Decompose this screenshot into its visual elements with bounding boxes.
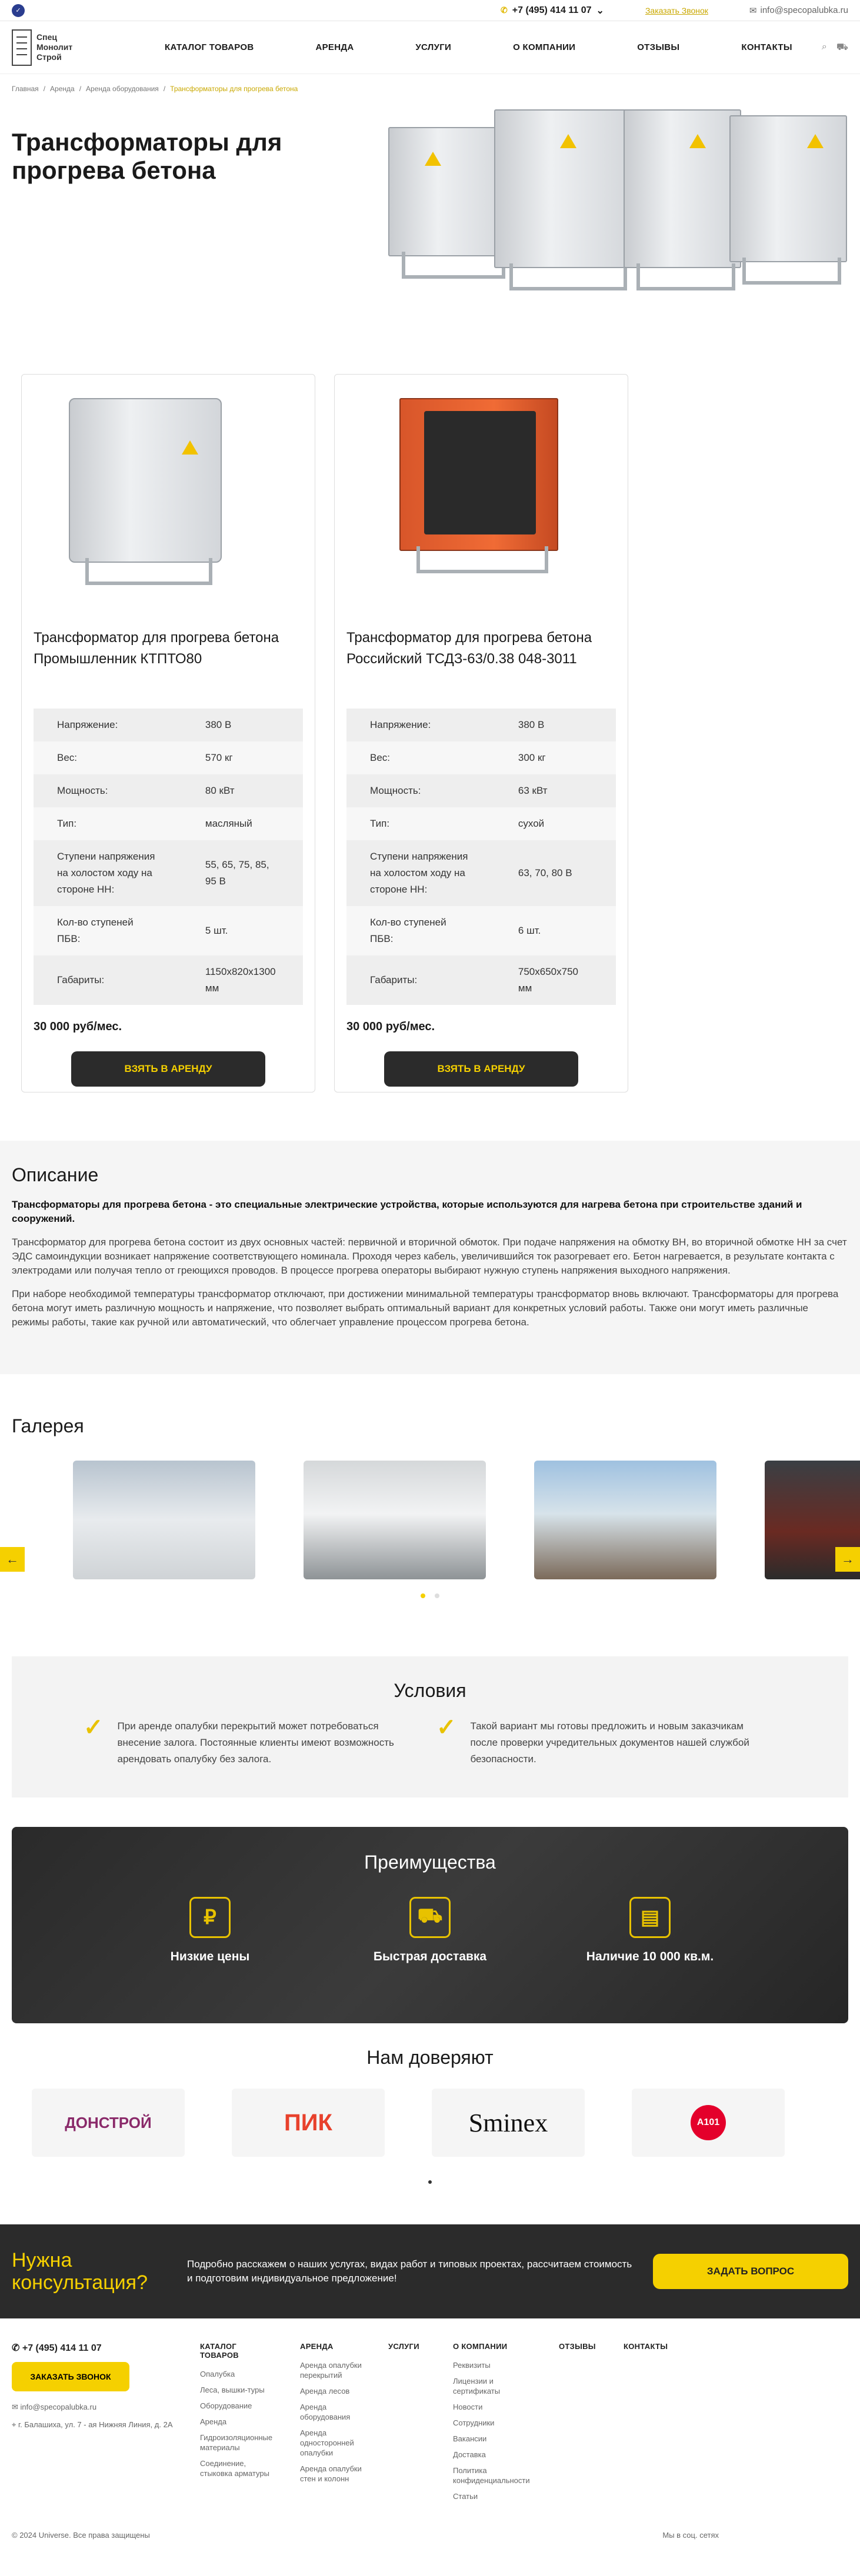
spec-row [346, 709, 616, 741]
footer-col-title[interactable]: ОТЗЫВЫ [559, 2342, 596, 2351]
client-logo-text: ПИК [284, 2109, 332, 2136]
nav-icons [822, 42, 848, 54]
product-image[interactable] [346, 386, 616, 604]
spec-table [346, 709, 616, 1005]
gallery-dot[interactable] [435, 1593, 439, 1598]
description-paragraph: При наборе необходимой температуры трансформатор отключают, при достижении минимальной температуры трансформатор вновь включают. Трансформаторы для прогрева бетона могут иметь различную мощность и напряжение, что позволяет выбрать оптимальный вариант для конкретных условий работы. Также они могут иметь различные режимы работы, такие как ручной или автоматический, что облегчает управление процессом прогрева бетона. [12, 1288, 839, 1328]
transformer-image [729, 115, 847, 262]
rent-button[interactable]: ВЗЯТЬ В АРЕНДУ [384, 1051, 578, 1087]
product-card[interactable] [334, 374, 628, 1092]
control-panel [424, 411, 536, 534]
footer-email-text[interactable]: info@specopalubka.ru [20, 2403, 97, 2411]
spec-value: 63, 70, 80 В [518, 867, 572, 878]
spec-value: 63 кВт [518, 785, 548, 796]
warning-icon [560, 134, 576, 148]
gallery-section [0, 1374, 860, 1633]
spec-value: 55, 65, 75, 85, 95 В [205, 859, 269, 887]
footer-phone-number[interactable]: +7 (495) 414 11 07 [22, 2343, 102, 2353]
spec-row [346, 955, 616, 1005]
footer-link[interactable]: Сотрудники [453, 2418, 495, 2427]
top-phone[interactable] [501, 5, 604, 16]
crumb-sep: / [79, 85, 82, 93]
spec-label: Мощность: [370, 785, 421, 796]
spec-value: 300 кг [518, 752, 546, 763]
footer-col-title[interactable]: КАТАЛОГ ТОВАРОВ [200, 2342, 239, 2360]
callback-link[interactable]: Заказать Звонок [645, 5, 708, 15]
menu-catalog[interactable]: КАТАЛОГ ТОВАРОВ [165, 42, 254, 52]
crumb-home[interactable]: Главная [12, 85, 39, 93]
mail-icon: ✉ [749, 5, 757, 16]
advantage-item [122, 1897, 298, 1964]
footer-link[interactable]: Вакансии [453, 2434, 487, 2443]
clients-dot[interactable] [428, 2180, 432, 2184]
spec-row [346, 741, 616, 774]
phone-icon: ✆ [12, 2343, 22, 2353]
client-logo[interactable] [632, 2089, 785, 2157]
brand-line-3: Строй [36, 52, 62, 62]
footer-email[interactable] [12, 2402, 200, 2413]
spec-value: 380 В [205, 719, 232, 730]
footer-address-text: г. Балашиха, ул. 7 - ая Нижняя Линия, д. 2А [18, 2420, 173, 2429]
chevron-down-icon[interactable]: ⌄ [596, 5, 604, 16]
spec-row [34, 774, 303, 807]
spec-label: Тип: [370, 818, 390, 829]
footer-address [12, 2420, 200, 2430]
brand-name [36, 32, 72, 62]
footer-bottom [0, 2507, 860, 2540]
spec-row [346, 774, 616, 807]
term-text: При аренде опалубки перекрытий может потребоваться внесение залога. Постоянные клиенты имеют возможность арендовать опалубку без залога. [117, 1720, 394, 1765]
description-lead: Трансформаторы для прогрева бетона - это специальные электрические устройства, которые используются для нагрева бетона при строительстве зданий и сооружений. [12, 1199, 802, 1224]
spec-value: 80 кВт [205, 785, 235, 796]
spec-row [346, 807, 616, 840]
spec-value: 1150x820x1300 мм [205, 966, 276, 994]
callback-button[interactable]: ЗАКАЗАТЬ ЗВОНОК [12, 2362, 129, 2391]
page-title: Трансформаторы для прогрева бетона [12, 128, 282, 184]
gallery-image[interactable] [304, 1461, 486, 1579]
truck-icon: ⛟ [409, 1897, 451, 1938]
footer-link[interactable]: Лицензии и сертификаты [453, 2377, 501, 2395]
advantage-label: Низкие цены [170, 1950, 250, 1963]
spec-label: Напряжение: [370, 719, 431, 730]
warning-icon [182, 440, 198, 455]
product-list [0, 345, 860, 1092]
spec-row [34, 906, 303, 955]
gallery-image[interactable] [534, 1461, 716, 1579]
footer-link[interactable]: Оборудование [200, 2401, 252, 2410]
client-logo-text: Sminex [468, 2108, 548, 2137]
main-nav [0, 21, 860, 74]
spec-label: Габариты: [57, 974, 105, 985]
clients-title: Нам доверяют [366, 2047, 494, 2068]
product-price: 30 000 руб/мес. [34, 1020, 122, 1033]
crumb-sep: / [163, 85, 166, 93]
copyright: © 2024 Universe. Все права защищены [12, 2531, 150, 2540]
spec-value: 380 В [518, 719, 545, 730]
rent-button[interactable]: ВЗЯТЬ В АРЕНДУ [71, 1051, 265, 1087]
client-logo-text: А101 [691, 2105, 726, 2140]
footer-link[interactable]: Леса, вышки-туры [200, 2385, 265, 2394]
spec-label: Вес: [370, 752, 391, 763]
advantage-item [342, 1897, 518, 1964]
spec-value: масляный [205, 818, 252, 829]
terms-title: Условия [394, 1680, 466, 1701]
spec-row [34, 741, 303, 774]
search-icon[interactable]: ⌕ [821, 41, 827, 52]
product-title[interactable]: Трансформатор для прогрева бетона Промышленник КТПТО80 [34, 630, 279, 667]
menu-services[interactable]: УСЛУГИ [415, 42, 452, 52]
arrow-left-icon: ← [6, 1552, 19, 1566]
client-logo[interactable] [432, 2089, 585, 2157]
logo-mark-icon [12, 29, 32, 66]
advantage-label: Наличие 10 000 кв.м. [586, 1950, 714, 1963]
crumb-current: Трансформаторы для прогрева бетона [170, 85, 298, 93]
spec-table [34, 709, 303, 1005]
description-paragraph: Трансформатор для прогрева бетона состоит из двух основных частей: первичной и вторичной обмоток. При подаче напряжения на обмотку ВН, во вторичной обмотке НН за счет ЭДС самоиндукции возникает напряжение соответствующего номинала. Проходя через кабель, увеличившийся ток разогревает его. Бетон нагревается, в результате контакта с электродами или получая тепло от греющихся проводов. В процессе прогрева операторы выбирают нужную ступень напряжения выходного напряжения. [12, 1237, 847, 1276]
client-logo[interactable] [32, 2089, 185, 2157]
footer-link[interactable]: Реквизиты [453, 2361, 491, 2370]
spec-value: 570 кг [205, 752, 233, 763]
menu-reviews[interactable]: ОТЗЫВЫ [637, 42, 680, 52]
footer-link[interactable]: Аренда опалубки стен и колонн [300, 2464, 362, 2483]
footer-link[interactable]: Политика конфиденциальности [453, 2466, 530, 2485]
crumb-equipment[interactable]: Аренда оборудования [86, 85, 159, 93]
advantage-item [562, 1897, 738, 1964]
transformer-image [388, 127, 512, 256]
footer-col-company [453, 2342, 535, 2507]
description-title: Описание [12, 1164, 99, 1185]
top-email-text[interactable]: info@specopalubka.ru [760, 5, 848, 15]
gallery-dots [12, 1593, 848, 1598]
ask-question-button[interactable]: ЗАДАТЬ ВОПРОС [653, 2254, 848, 2289]
spec-row [34, 955, 303, 1005]
hero-image [376, 103, 848, 345]
menu-contacts[interactable]: КОНТАКТЫ [741, 42, 792, 52]
footer-link[interactable]: Новости [453, 2403, 483, 2411]
term-item [84, 1715, 413, 1768]
warning-icon [425, 152, 441, 166]
brand-logo[interactable] [12, 29, 118, 66]
breadcrumb [0, 74, 860, 103]
footer [0, 2318, 860, 2507]
spec-row [346, 840, 616, 906]
term-item [436, 1715, 766, 1768]
phone-icon: ✆ [501, 5, 508, 15]
spec-label: Кол-во ступеней ПБВ: [57, 917, 134, 944]
spec-row [34, 807, 303, 840]
warning-icon [807, 134, 824, 148]
product-card[interactable] [21, 374, 315, 1092]
consult-banner [0, 2224, 860, 2318]
footer-col-services [388, 2342, 429, 2507]
spec-label: Тип: [57, 818, 77, 829]
product-price: 30 000 руб/мес. [346, 1020, 435, 1033]
spec-value: сухой [518, 818, 545, 829]
footer-link[interactable]: Аренда опалубки перекрытий [300, 2361, 362, 2380]
term-text: Такой вариант мы готовы предложить и новым заказчикам после проверки учредительных документов нашей службой безопасности. [470, 1720, 749, 1765]
spec-label: Габариты: [370, 974, 418, 985]
boards-icon: ▤ [629, 1897, 671, 1938]
terms-section [12, 1656, 848, 1797]
spec-label: Кол-во ступеней ПБВ: [370, 917, 446, 944]
top-bar [0, 0, 860, 21]
crumb-sep: / [43, 85, 46, 93]
footer-col-reviews [559, 2342, 600, 2507]
check-icon: ✓ [84, 1715, 104, 1740]
footer-link[interactable]: Аренда односторонней опалубки [300, 2428, 354, 2457]
gallery-image[interactable] [73, 1461, 255, 1579]
arrow-right-icon: → [841, 1552, 854, 1566]
client-logo-text: ДОНСТРОЙ [65, 2113, 152, 2131]
footer-phone[interactable] [12, 2342, 200, 2354]
footer-link[interactable]: Соединение, стыковка арматуры [200, 2459, 269, 2478]
mail-icon: ✉ [12, 2403, 21, 2411]
footer-col-catalog [200, 2342, 276, 2507]
footer-col-rent [300, 2342, 365, 2507]
transformer-image [624, 109, 741, 268]
footer-col-title[interactable]: УСЛУГИ [388, 2342, 419, 2351]
spec-label: Мощность: [57, 785, 108, 796]
footer-link[interactable]: Статьи [453, 2492, 478, 2501]
top-phone-number[interactable]: +7 (495) 414 11 07 [512, 5, 592, 15]
footer-link[interactable]: Опалубка [200, 2370, 235, 2378]
spec-label: Вес: [57, 752, 78, 763]
consult-text: Подробно расскажем о наших услугах, видах работ и типовых проектах, рассчитаем стоимость и подготовим индивидуальное предложение! [187, 2258, 632, 2284]
gallery-dot[interactable] [421, 1593, 425, 1598]
footer-col-title[interactable]: АРЕНДА [300, 2342, 334, 2351]
footer-link[interactable]: Аренда лесов [300, 2387, 350, 2395]
spec-row [34, 709, 303, 741]
coins-icon: ₽ [189, 1897, 231, 1938]
footer-col-title[interactable]: КОНТАКТЫ [624, 2342, 668, 2351]
site-badge-icon[interactable]: ✓ [12, 4, 25, 17]
menu-company[interactable]: О КОМПАНИИ [513, 42, 576, 52]
footer-link[interactable]: Аренда оборудования [300, 2403, 351, 2421]
product-title[interactable]: Трансформатор для прогрева бетона Российский ТСДЗ-63/0.38 048-3011 [346, 630, 592, 667]
footer-col-contacts [624, 2342, 676, 2507]
spec-row [34, 840, 303, 906]
cart-icon[interactable]: ⛟ [836, 42, 848, 52]
hero [0, 103, 860, 345]
top-email[interactable] [749, 5, 848, 16]
gallery-track [12, 1461, 848, 1579]
spec-label: Ступени напряжения на холостом ходу на стороне НН: [370, 851, 468, 895]
advantage-label: Быстрая доставка [373, 1950, 487, 1963]
check-icon: ✓ [436, 1715, 456, 1740]
social-label: Мы в соц. сетях [662, 2531, 719, 2540]
gallery-next-button[interactable] [835, 1547, 860, 1572]
spec-value: 6 шт. [518, 925, 541, 936]
location-icon: ⌖ [12, 2420, 18, 2429]
crumb-rent[interactable]: Аренда [50, 85, 75, 93]
product-image[interactable] [34, 386, 303, 604]
client-logo[interactable] [232, 2089, 385, 2157]
brand-line-1: Спец [36, 32, 57, 42]
brand-line-2: Монолит [36, 42, 73, 52]
advantages-section [12, 1827, 848, 2023]
warning-icon [689, 134, 706, 148]
spec-label: Напряжение: [57, 719, 118, 730]
advantages-title: Преимущества [364, 1852, 496, 1873]
transformer-image [494, 109, 635, 268]
footer-link[interactable]: Доставка [453, 2450, 486, 2459]
consult-title: Нужна консультация? [12, 2249, 148, 2294]
footer-col-title[interactable]: О КОМПАНИИ [453, 2342, 508, 2351]
clients-section [0, 2023, 860, 2211]
menu-rent[interactable]: АРЕНДА [315, 42, 354, 52]
gallery-title: Галерея [12, 1415, 84, 1436]
gallery-prev-button[interactable] [0, 1547, 25, 1572]
footer-link[interactable]: Аренда [200, 2417, 227, 2426]
description-section [0, 1141, 860, 1374]
footer-link[interactable]: Гидроизоляционные материалы [200, 2433, 273, 2452]
clients-dots [0, 2180, 860, 2184]
spec-row [346, 906, 616, 955]
spec-label: Ступени напряжения на холостом ходу на стороне НН: [57, 851, 155, 895]
spec-value: 750x650x750 мм [518, 966, 578, 994]
spec-value: 5 шт. [205, 925, 228, 936]
menu [118, 42, 822, 52]
